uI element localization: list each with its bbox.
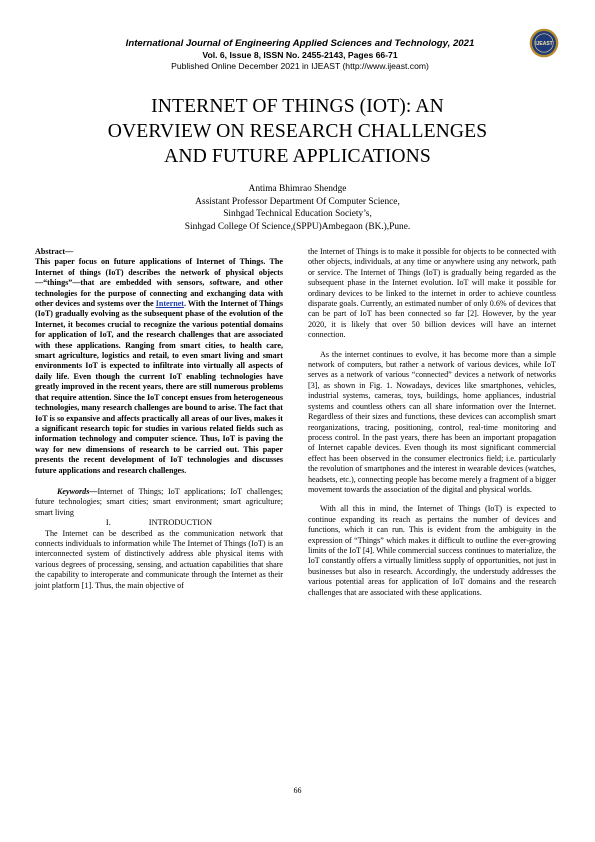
journal-issue-line: Vol. 6, Issue 8, ISSN No. 2455-2143, Pages 66-71 bbox=[202, 50, 398, 60]
section-title: INTRODUCTION bbox=[148, 518, 213, 528]
intro-paragraph: The Internet can be described as the communication network that connects individuals to information while The Internet of Things (IoT) is an interconnected system of distinctively address able physical items with various degrees of processing, sensing, and actuation capabilities that share the capability to interoperate and communicate through the Internet as their joint platform [1]. Thus, the main objective of bbox=[35, 528, 283, 590]
journal-logo-icon bbox=[529, 28, 559, 58]
keywords-text: Internet of Things; IoT applications; IoT challenges; future technologies; smart cities; smart environment; smart agriculture; smart living bbox=[35, 486, 283, 517]
journal-published-line: Published Online December 2021 in IJEAST (http://www.ijeast.com) bbox=[171, 61, 429, 71]
journal-title: International Journal of Engineering Applied Sciences and Technology, 2021 bbox=[125, 38, 475, 49]
author-name: Antima Bhimrao Shendge bbox=[248, 184, 347, 194]
author-society: Sinhgad Technical Education Society’s, bbox=[223, 209, 372, 220]
left-column bbox=[35, 247, 283, 591]
section-heading-introduction bbox=[35, 518, 283, 528]
abstract-body bbox=[35, 257, 283, 474]
right-paragraph-2: As the internet continues to evolve, it has become more than a simple network of computers, but rather a network of various devices, while IoT serves as a network of various “connected” devices a network of networks [3], as shown in Fig. 1. Nowadays, devices like smartphones, vehicles, industrial systems, cameras, toys, buildings, home appliances, industrial systems and countless others can all share information over the Internet. Regardless of their sizes and functions, these devices can accomplish smart reorganizations, tracing, positioning, control, real-time monitoring and process control. In the past years, there has been an important propagation of Internet capable devices. Even though its most significant commercial effect has been observed in the consumer electronics field; i.e. particularly the revolution of smartphones and the interest in wearable devices (watches, headsets, etc.), connecting people has become merely a fragment of a bigger movement towards the association of the digital and physical worlds. bbox=[308, 349, 556, 494]
page-number: 66 bbox=[293, 786, 302, 795]
author-position: Assistant Professor Department Of Computer Science, bbox=[195, 196, 400, 207]
paper-title bbox=[40, 94, 555, 169]
right-paragraph-3: With all this in mind, the Internet of Things (IoT) is expected to continue expanding its reach as pertains the number of devices and functions, which it can run. This is evident from the ambiguity in the expression of “Things” which makes it difficult to outline the ever-growing limits of the IoT [4]. While commercial success continues to materialize, the IoT constantly offers a virtually limitless supply of opportunities, not just in businesses but also in research. Accordingly, the understudy addresses the various potential areas for application of IoT domains and the research challenges that are associated with these applications. bbox=[308, 504, 556, 597]
abstract-text-2: . With the Internet of Things (IoT) gradually evolving as the subsequent phase of the evolution of the Internet, it becomes crucial to recognize the various potential domains for application of IoT, and the research challenges that are associated with these applications. Ranging from smart cities, to health care, smart agriculture, logistics and retail, to even smart living and smart environments IoT is expected to infiltrate into virtually all aspects of daily life. Even though the current IoT enabling technologies have greatly improved in the recent years, there are still numerous problems that require attention. Since the IoT concept ensues from heterogeneous technologies, many research challenges are bound to arise. The fact that IoT is so expansive and affects practically all areas of our lives, makes it a significant research topic for studies in various related fields such as information technology and computer science. Thus, IoT is paving the way for new dimensions of research to be carried out. This paper presents the recent development of IoT technologies and discusses future applications and research challenges. bbox=[35, 299, 283, 475]
keywords-label: Keywords— bbox=[57, 486, 98, 496]
author-college: Sinhgad College Of Science,(SPPU)Ambegaon (BK.),Pune. bbox=[184, 221, 411, 232]
title-line-2: OVERVIEW ON RESEARCH CHALLENGES bbox=[107, 121, 488, 142]
logo-text: IJEAST bbox=[535, 41, 553, 47]
internet-link[interactable]: Internet bbox=[155, 299, 185, 309]
abstract bbox=[35, 247, 283, 476]
right-column bbox=[308, 247, 556, 598]
author-block bbox=[100, 183, 495, 233]
title-line-1: INTERNET OF THINGS (IOT): AN bbox=[151, 96, 444, 117]
abstract-heading: Abstract— bbox=[35, 247, 74, 256]
keywords bbox=[35, 487, 283, 518]
journal-header bbox=[90, 38, 510, 72]
abstract-text-1: This paper focus on future applications of Internet of Things. The Internet of things (IoT) describes the network of physical objects—“things”—that are embedded with sensors, software, and other technologies for the purpose of connecting and exchanging data with other devices and systems over the bbox=[35, 257, 283, 309]
right-paragraph-1: the Internet of Things is to make it possible for objects to be connected with other objects, individuals, at any time or anywhere using any network, path or service. The Internet of Things (IoT) is gradually being regarded as the subsequent phase in the Internet evolution. IoT will make it possible for ordinary devices to be linked to the internet in order to achieve countless disparate goals. Currently, an estimated number of only 0.6% of devices that can be part of IoT has been connected so far [2]. However, by the year 2020, it is likely that over 50 billion devices will have an internet connection. bbox=[308, 247, 556, 340]
section-number: I. bbox=[105, 518, 111, 528]
title-line-3: AND FUTURE APPLICATIONS bbox=[164, 146, 431, 167]
